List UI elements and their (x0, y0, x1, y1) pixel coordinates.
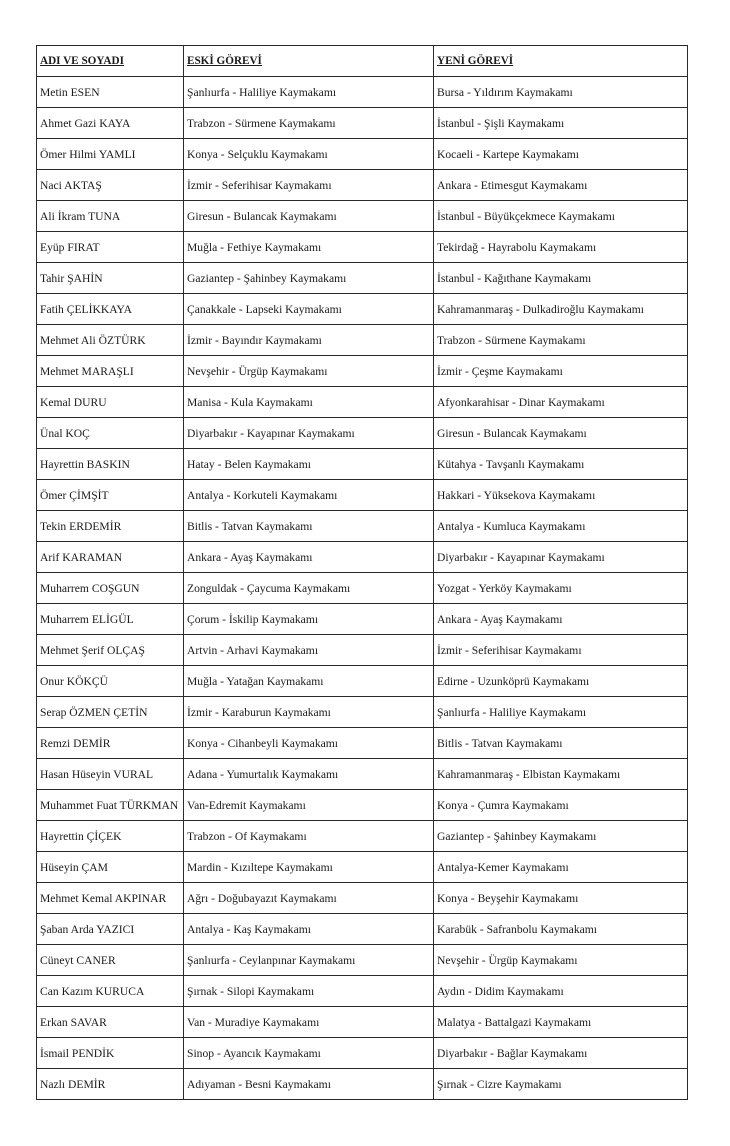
cell-new-post: Trabzon - Sürmene Kaymakamı (434, 325, 688, 356)
table-row (37, 201, 688, 232)
cell-new-post: Bursa - Yıldırım Kaymakamı (434, 77, 688, 108)
cell-new-post: Kahramanmaraş - Dulkadiroğlu Kaymakamı (434, 294, 688, 325)
cell-name: Muhammet Fuat TÜRKMAN (37, 790, 184, 821)
cell-new-post: Ankara - Ayaş Kaymakamı (434, 604, 688, 635)
cell-old-post: Ağrı - Doğubayazıt Kaymakamı (184, 883, 434, 914)
cell-name: Eyüp FIRAT (37, 232, 184, 263)
cell-name: İsmail PENDİK (37, 1038, 184, 1069)
cell-new-post: Şırnak - Cizre Kaymakamı (434, 1069, 688, 1100)
cell-new-post: Afyonkarahisar - Dinar Kaymakamı (434, 387, 688, 418)
cell-name: Remzi DEMİR (37, 728, 184, 759)
cell-old-post: Konya - Cihanbeyli Kaymakamı (184, 728, 434, 759)
cell-name: Hayrettin BASKIN (37, 449, 184, 480)
table-row (37, 728, 688, 759)
cell-name: Ünal KOÇ (37, 418, 184, 449)
cell-old-post: Trabzon - Sürmene Kaymakamı (184, 108, 434, 139)
cell-name: Metin ESEN (37, 77, 184, 108)
cell-name: Mehmet MARAŞLI (37, 356, 184, 387)
table-row (37, 635, 688, 666)
cell-old-post: Adana - Yumurtalık Kaymakamı (184, 759, 434, 790)
table-row (37, 511, 688, 542)
cell-new-post: Antalya-Kemer Kaymakamı (434, 852, 688, 883)
table-row (37, 1038, 688, 1069)
table-row (37, 263, 688, 294)
cell-old-post: Sinop - Ayancık Kaymakamı (184, 1038, 434, 1069)
cell-new-post: Bitlis - Tatvan Kaymakamı (434, 728, 688, 759)
cell-name: Kemal DURU (37, 387, 184, 418)
document-page (36, 45, 688, 1100)
cell-new-post: Giresun - Bulancak Kaymakamı (434, 418, 688, 449)
table-row (37, 77, 688, 108)
cell-old-post: İzmir - Bayındır Kaymakamı (184, 325, 434, 356)
cell-new-post: İzmir - Seferihisar Kaymakamı (434, 635, 688, 666)
cell-name: Muharrem ELİGÜL (37, 604, 184, 635)
cell-name: Ömer Hilmi YAMLI (37, 139, 184, 170)
table-row (37, 573, 688, 604)
cell-new-post: Konya - Çumra Kaymakamı (434, 790, 688, 821)
cell-name: Hayrettin ÇİÇEK (37, 821, 184, 852)
cell-name: Naci AKTAŞ (37, 170, 184, 201)
cell-new-post: Hakkari - Yüksekova Kaymakamı (434, 480, 688, 511)
table-row (37, 914, 688, 945)
table-row (37, 945, 688, 976)
cell-name: Serap ÖZMEN ÇETİN (37, 697, 184, 728)
table-row (37, 325, 688, 356)
cell-new-post: Antalya - Kumluca Kaymakamı (434, 511, 688, 542)
cell-old-post: Artvin - Arhavi Kaymakamı (184, 635, 434, 666)
table-row (37, 821, 688, 852)
cell-new-post: Kocaeli - Kartepe Kaymakamı (434, 139, 688, 170)
cell-name: Onur KÖKÇÜ (37, 666, 184, 697)
cell-new-post: Tekirdağ - Hayrabolu Kaymakamı (434, 232, 688, 263)
cell-new-post: Aydın - Didim Kaymakamı (434, 976, 688, 1007)
table-row (37, 790, 688, 821)
cell-old-post: Diyarbakır - Kayapınar Kaymakamı (184, 418, 434, 449)
cell-name: Erkan SAVAR (37, 1007, 184, 1038)
cell-new-post: Diyarbakır - Kayapınar Kaymakamı (434, 542, 688, 573)
table-header-row (37, 46, 688, 77)
table-row (37, 232, 688, 263)
cell-name: Ömer ÇİMŞİT (37, 480, 184, 511)
table-row (37, 604, 688, 635)
cell-old-post: Çanakkale - Lapseki Kaymakamı (184, 294, 434, 325)
cell-old-post: Trabzon - Of Kaymakamı (184, 821, 434, 852)
cell-name: Mehmet Kemal AKPINAR (37, 883, 184, 914)
cell-old-post: Muğla - Yatağan Kaymakamı (184, 666, 434, 697)
cell-old-post: Gaziantep - Şahinbey Kaymakamı (184, 263, 434, 294)
cell-name: Mehmet Ali ÖZTÜRK (37, 325, 184, 356)
cell-new-post: Kütahya - Tavşanlı Kaymakamı (434, 449, 688, 480)
appointments-table (36, 45, 688, 1100)
cell-new-post: Malatya - Battalgazi Kaymakamı (434, 1007, 688, 1038)
table-row (37, 356, 688, 387)
cell-name: Cüneyt CANER (37, 945, 184, 976)
cell-old-post: Antalya - Korkuteli Kaymakamı (184, 480, 434, 511)
table-row (37, 883, 688, 914)
table-row (37, 976, 688, 1007)
table-row (37, 1069, 688, 1100)
cell-name: Nazlı DEMİR (37, 1069, 184, 1100)
header-new-post: YENİ GÖREVİ (434, 46, 688, 77)
cell-old-post: Ankara - Ayaş Kaymakamı (184, 542, 434, 573)
table-row (37, 852, 688, 883)
cell-new-post: İstanbul - Büyükçekmece Kaymakamı (434, 201, 688, 232)
cell-new-post: Edirne - Uzunköprü Kaymakamı (434, 666, 688, 697)
table-row (37, 697, 688, 728)
cell-old-post: Manisa - Kula Kaymakamı (184, 387, 434, 418)
cell-old-post: Çorum - İskilip Kaymakamı (184, 604, 434, 635)
cell-old-post: Muğla - Fethiye Kaymakamı (184, 232, 434, 263)
cell-old-post: Şırnak - Silopi Kaymakamı (184, 976, 434, 1007)
cell-old-post: Adıyaman - Besni Kaymakamı (184, 1069, 434, 1100)
table-body (37, 77, 688, 1100)
cell-new-post: İstanbul - Şişli Kaymakamı (434, 108, 688, 139)
cell-new-post: İzmir - Çeşme Kaymakamı (434, 356, 688, 387)
cell-old-post: Nevşehir - Ürgüp Kaymakamı (184, 356, 434, 387)
cell-name: Fatih ÇELİKKAYA (37, 294, 184, 325)
cell-new-post: Kahramanmaraş - Elbistan Kaymakamı (434, 759, 688, 790)
cell-old-post: Şanlıurfa - Haliliye Kaymakamı (184, 77, 434, 108)
cell-new-post: Nevşehir - Ürgüp Kaymakamı (434, 945, 688, 976)
cell-old-post: Zonguldak - Çaycuma Kaymakamı (184, 573, 434, 604)
cell-new-post: Ankara - Etimesgut Kaymakamı (434, 170, 688, 201)
cell-old-post: Bitlis - Tatvan Kaymakamı (184, 511, 434, 542)
cell-old-post: Antalya - Kaş Kaymakamı (184, 914, 434, 945)
cell-new-post: Karabük - Safranbolu Kaymakamı (434, 914, 688, 945)
table-row (37, 449, 688, 480)
cell-new-post: Şanlıurfa - Haliliye Kaymakamı (434, 697, 688, 728)
cell-old-post: Mardin - Kızıltepe Kaymakamı (184, 852, 434, 883)
cell-name: Muharrem COŞGUN (37, 573, 184, 604)
cell-old-post: İzmir - Karaburun Kaymakamı (184, 697, 434, 728)
table-row (37, 1007, 688, 1038)
cell-new-post: Diyarbakır - Bağlar Kaymakamı (434, 1038, 688, 1069)
cell-old-post: Van - Muradiye Kaymakamı (184, 1007, 434, 1038)
table-row (37, 387, 688, 418)
cell-old-post: Konya - Selçuklu Kaymakamı (184, 139, 434, 170)
cell-new-post: İstanbul - Kağıthane Kaymakamı (434, 263, 688, 294)
table-row (37, 170, 688, 201)
cell-new-post: Gaziantep - Şahinbey Kaymakamı (434, 821, 688, 852)
cell-old-post: İzmir - Seferihisar Kaymakamı (184, 170, 434, 201)
table-row (37, 666, 688, 697)
cell-name: Arif KARAMAN (37, 542, 184, 573)
header-old-post: ESKİ GÖREVİ (184, 46, 434, 77)
table-row (37, 480, 688, 511)
cell-name: Mehmet Şerif OLÇAŞ (37, 635, 184, 666)
cell-name: Tahir ŞAHİN (37, 263, 184, 294)
table-row (37, 108, 688, 139)
table-row (37, 418, 688, 449)
cell-new-post: Yozgat - Yerköy Kaymakamı (434, 573, 688, 604)
cell-name: Ahmet Gazi KAYA (37, 108, 184, 139)
cell-new-post: Konya - Beyşehir Kaymakamı (434, 883, 688, 914)
table-row (37, 542, 688, 573)
cell-name: Şaban Arda YAZICI (37, 914, 184, 945)
cell-name: Hasan Hüseyin VURAL (37, 759, 184, 790)
cell-name: Can Kazım KURUCA (37, 976, 184, 1007)
table-row (37, 759, 688, 790)
cell-name: Hüseyin ÇAM (37, 852, 184, 883)
cell-old-post: Şanlıurfa - Ceylanpınar Kaymakamı (184, 945, 434, 976)
cell-old-post: Van-Edremit Kaymakamı (184, 790, 434, 821)
table-row (37, 139, 688, 170)
cell-old-post: Hatay - Belen Kaymakamı (184, 449, 434, 480)
table-row (37, 294, 688, 325)
header-name: ADI VE SOYADI (37, 46, 184, 77)
cell-old-post: Giresun - Bulancak Kaymakamı (184, 201, 434, 232)
cell-name: Ali İkram TUNA (37, 201, 184, 232)
cell-name: Tekin ERDEMİR (37, 511, 184, 542)
